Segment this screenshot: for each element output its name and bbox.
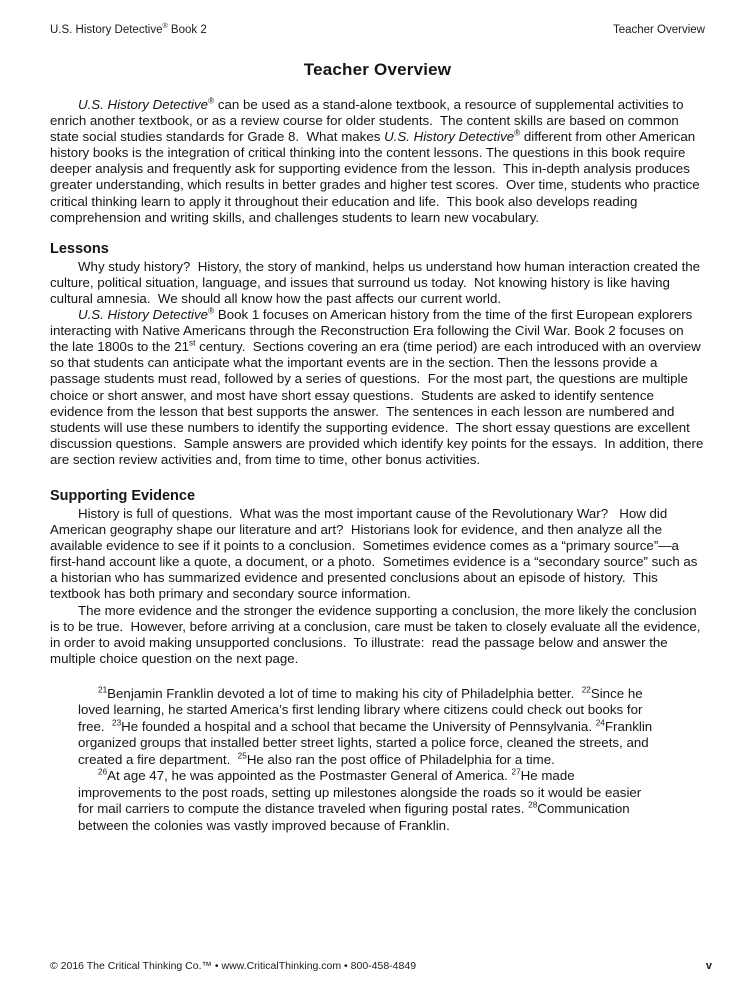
franklin-passage-paragraph-2: $^{26}$At age 47, he was appointed as the Postmaster General of America. $^{27}$He made improvements to the post roads, setting up milestones alongside the roads so it would be easier for mail carriers to compute the distance traveled when figuring postal rates. $^{28}$Communication between the colonies was vastly improved because of Franklin. xyxy=(78,767,645,833)
supporting-evidence-paragraph-2: The more evidence and the stronger the evidence supporting a conclusion, the more likely the conclusion is to be true. However, before arriving at a conclusion, care must be taken to closely evaluate all the evidence, in order to avoid making unsupported conclusions. To illustrate: read the passage below and answer the multiple choice question on the next page. xyxy=(50,602,705,666)
page-number: v xyxy=(705,960,712,972)
section-heading-lessons: Lessons xyxy=(50,240,109,257)
franklin-passage-paragraph-1: $^{21}$Benjamin Franklin devoted a lot of time to making his city of Philadelphia better. $^{22}$Since he loved learning, he started America’s first lending library where citizens could check out books for free. $^{23}$He founded a hospital and a school that became the University of Pennsylvania. $^{24}$Franklin organized groups that installed better street lights, started a police force, cleaned the streets, and created a fire department. $^{25}$He also ran the post office of Philadelphia for a time. xyxy=(78,685,656,767)
page-footer xyxy=(50,960,712,972)
lessons-paragraph-2: U.S. History Detective® Book 1 focuses on American history from the time of the first European explorers interacting with Native Americans through the Reconstruction Era following the Civil War. Book 2 focuses on the late 1800s to the 21st century. Sections covering an era (time period) are each introduced with an overview so that students can anticipate what the important events are in the section. Then the lessons provide a passage students must read, followed by a series of questions. For the most part, the questions are multiple choice or short answer, and most have short essay questions. Students are asked to identify sentence evidence from the lesson that best supports the answer. The sentences in each lesson are numbered and students will use these numbers to identify the supporting evidence. The short essay questions are excellent discussion questions. Sample answers are provided which identify key points for the essays. In addition, there are section review activities and, from time to time, other bonus activities. xyxy=(50,306,708,467)
franklin-passage-block xyxy=(78,686,660,835)
page-title: Teacher Overview xyxy=(303,60,452,79)
header-section-label: Teacher Overview xyxy=(612,24,705,36)
page-header xyxy=(50,24,705,36)
intro-paragraph: U.S. History Detective® can be used as a stand-alone textbook, a resource of supplemental activities to enrich another textbook, or as a review course for older students. The content skills are based on common state social studies standards for Grade 8. What makes U.S. History Detective® different from other American history books is the integration of critical thinking into the content lessons. The questions in this book require deeper analysis and frequently ask for supporting evidence from the lesson. This in-depth analysis produces greater understanding, which results in better grades and higher test scores. Over time, students who practice critical thinking learn to apply it throughout their education and life. This book also develops reading comprehension and writing skills, and challenges students to learn new vocabulary. xyxy=(50,96,704,225)
lessons-paragraph-1: Why study history? History, the story of mankind, helps us understand how human interaction created the culture, political situation, language, and issues that surround us today. Not knowing history is like having cultural amnesia. We should all know how the past affects our current world. xyxy=(50,258,704,306)
supporting-evidence-paragraph-1: History is full of questions. What was the most important cause of the Revolutionary War? How did American geography shape our literature and art? Historians look for evidence, and then analyze all the available evidence to see if it points to a conclusion. Sometimes evidence comes as a “primary source”—a first-hand account like a quote, a document, or a photo. Sometimes evidence is a “secondary source” such as a historian who has summarized evidence and presented conclusions about an episode of history. This textbook has both primary and secondary source information. xyxy=(50,505,702,602)
section-heading-supporting-evidence: Supporting Evidence xyxy=(50,487,196,504)
header-book-title: U.S. History Detective® Book 2 xyxy=(50,22,207,36)
footer-copyright: © 2016 The Critical Thinking Co.™ • www.CriticalThinking.com • 800-458-4849 xyxy=(50,960,417,972)
